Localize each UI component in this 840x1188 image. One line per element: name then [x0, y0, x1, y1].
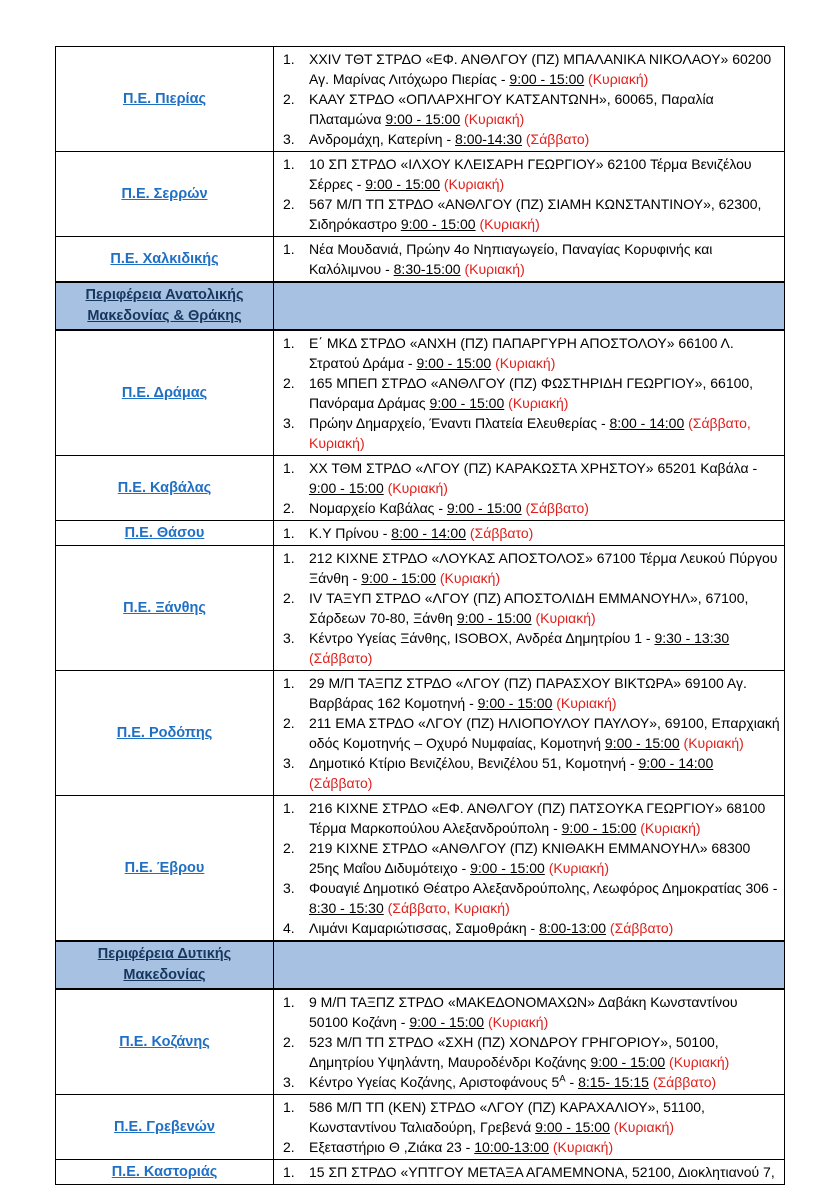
location-text: ΧΧ ΤΘΜ ΣΤΡΔΟ «ΛΓΟΥ (ΠΖ) ΚΑΡΑΚΩΣΤΑ ΧΡΗΣΤΟΥ» 65201 Καβάλα - [309, 460, 758, 476]
locations-cell [274, 989, 785, 1095]
location-text: 15 ΣΠ ΣΤΡΔΟ «ΥΠΤΓΟΥ ΜΕΤΑΞΑ ΑΓΑΜΕΜΝΟΝΑ, 52100, Διοκλητιανού 7, [309, 1164, 775, 1180]
item-text [309, 838, 780, 878]
region-label-cell [56, 152, 274, 237]
region-label-cell [56, 1160, 274, 1185]
location-text: 211 ΕΜΑ ΣΤΡΔΟ «ΛΓΟΥ (ΠΖ) ΗΛΙΟΠΟΥΛΟΥ ΠΑΥΛΟΥ», 69100, Επαρχιακή οδός Κομοτηνής – Οχυρό Νυμφαίας, Κομοτηνή [309, 715, 780, 751]
section-header-cell [56, 941, 274, 989]
time-range: 10:00-13:00 [474, 1139, 549, 1155]
time-range: 8:30 - 15:30 [309, 900, 384, 916]
region-label-link[interactable]: Π.Ε. Ροδόπης [116, 725, 213, 741]
location-item [280, 1032, 780, 1072]
day-label: (Κυριακή) [443, 176, 505, 192]
location-text: 216 ΚΙΧΝΕ ΣΤΡΔΟ «ΕΦ. ΑΝΘΛΓΟΥ (ΠΖ) ΠΑΤΣΟΥΚΑ ΓΕΩΡΓΙΟΥ» 68100 Τέρμα Μαρκοπούλου Αλεξανδρούπολη - [309, 800, 766, 836]
day-label: (Κυριακή) [552, 1139, 614, 1155]
location-item [280, 548, 780, 588]
item-number: 1. [283, 675, 295, 691]
time-range: 9:00 - 15:00 [429, 395, 505, 411]
time-range: 9:00 - 15:00 [365, 176, 440, 192]
day-label: (Κυριακή) [683, 735, 744, 751]
item-number: 2. [283, 590, 295, 606]
region-label-link[interactable]: Π.Ε. Καβάλας [117, 480, 212, 496]
region-label-link[interactable]: Π.Ε. Θάσου [124, 525, 205, 541]
time-range: 9:00 - 15:00 [309, 480, 384, 496]
day-label: (Σάββατο) [609, 920, 674, 936]
location-item [280, 239, 780, 279]
day-label: (Σάββατο) [309, 650, 373, 666]
item-text [309, 1072, 780, 1092]
locations-cell [274, 796, 785, 942]
item-number: 3. [283, 415, 295, 431]
location-item [280, 992, 780, 1032]
section-header-empty-cell [274, 282, 785, 330]
region-label-link[interactable]: Π.Ε. Ξάνθης [123, 600, 206, 616]
item-number: 1. [283, 800, 295, 816]
day-label: (Κυριακή) [556, 695, 617, 711]
time-range: 9:00 - 15:00 [400, 216, 476, 232]
time-range: 9:00 - 15:00 [456, 610, 532, 626]
item-number: 2. [283, 375, 295, 391]
region-row [56, 330, 785, 456]
time-range: 9:00 - 15:00 [409, 1014, 485, 1030]
day-label: (Κυριακή) [640, 820, 701, 836]
item-text [309, 498, 780, 518]
section-header-cell [56, 282, 274, 330]
location-item [280, 1137, 780, 1157]
day-label: (Κυριακή) [535, 610, 596, 626]
day-label: (Κυριακή) [487, 1014, 549, 1030]
time-range: 9:30 - 13:30 [654, 630, 730, 646]
item-number: 2. [283, 1139, 295, 1155]
location-text: 586 Μ/Π ΤΠ (ΚΕΝ) ΣΤΡΔΟ «ΛΓΟΥ (ΠΖ) ΚΑΡΑΧΑΛΙΟΥ», 51100, Κωνσταντίνου Ταλιαδούρη, Γρεβενά [309, 1099, 705, 1135]
item-number: 1. [283, 241, 295, 257]
region-label-cell [56, 671, 274, 796]
time-range: 9:00 - 15:00 [446, 500, 522, 516]
day-label: (Κυριακή) [669, 1054, 730, 1070]
section-header-empty-cell [274, 941, 785, 989]
locations-cell [274, 237, 785, 283]
item-text [309, 89, 780, 129]
location-item [280, 753, 780, 793]
locations-cell [274, 1160, 785, 1185]
location-item [280, 194, 780, 234]
location-text: Κέντρο Υγείας Ξάνθης, ISOBOX, Ανδρέα Δημητρίου 1 - [309, 630, 655, 646]
location-text: Κ.Υ Πρίνου - [309, 525, 392, 541]
locations-cell [274, 152, 785, 237]
day-label: (Σάββατο) [525, 500, 589, 516]
locations-cell [274, 330, 785, 456]
item-text [309, 49, 780, 89]
item-number: 3. [283, 880, 295, 896]
day-label: (Κυριακή) [387, 480, 448, 496]
region-label-cell [56, 796, 274, 942]
location-text: Νομαρχείο Καβάλας - [309, 500, 447, 516]
location-text: Ανδρομάχη, Κατερίνη - [309, 131, 456, 147]
day-label: (Σάββατο, Κυριακή) [309, 415, 751, 451]
location-item [280, 838, 780, 878]
item-text [309, 798, 780, 838]
region-label-link[interactable]: Π.Ε. Γρεβενών [114, 1119, 215, 1135]
item-number: 1. [283, 1099, 295, 1115]
item-number: 3. [283, 131, 295, 147]
location-item [280, 498, 780, 518]
item-number: 1. [283, 550, 295, 566]
item-number: 1. [283, 1164, 295, 1180]
day-label: (Σάββατο) [469, 525, 534, 541]
time-range: 8:15- 15:15 [578, 1074, 649, 1090]
day-label: (Κυριακή) [548, 860, 609, 876]
location-item [280, 413, 780, 453]
item-number: 3. [283, 630, 295, 646]
item-text [309, 588, 780, 628]
location-text: Δημοτικό Κτίριο Βενιζέλου, Βενιζέλου 51, Κομοτηνή - [309, 755, 639, 771]
location-item [280, 798, 780, 838]
day-label: (Κυριακή) [495, 355, 556, 371]
regions-table [55, 46, 785, 1185]
location-text: 29 Μ/Π ΤΑΞΠΖ ΣΤΡΔΟ «ΛΓΟΥ (ΠΖ) ΠΑΡΑΣΧΟΥ ΒΙΚΤΩΡΑ» 69100 Αγ. Βαρβάρας 162 Κομοτηνή - [309, 675, 747, 711]
day-label: (Κυριακή) [479, 216, 540, 232]
region-label-link[interactable]: Π.Ε. Έβρου [124, 860, 205, 876]
region-row [56, 989, 785, 1095]
day-label: (Κυριακή) [464, 261, 525, 277]
location-text: 567 Μ/Π ΤΠ ΣΤΡΔΟ «ΑΝΘΛΓΟΥ (ΠΖ) ΣΙΑΜΗ ΚΩΝΣΤΑΝΤΙΝΟΥ», 62300, Σιδηρόκαστρο [309, 196, 762, 232]
item-number: 3. [283, 755, 295, 771]
region-row [56, 152, 785, 237]
item-text [309, 753, 780, 793]
day-label: (Κυριακή) [613, 1119, 675, 1135]
item-text [309, 413, 780, 453]
time-range: 9:00 - 15:00 [509, 71, 585, 87]
location-item [280, 628, 780, 668]
item-text [309, 333, 780, 373]
item-text [309, 154, 780, 194]
item-number: 1. [283, 994, 295, 1010]
location-text: 9 Μ/Π ΤΑΞΠΖ ΣΤΡΔΟ «ΜΑΚΕΔΟΝΟΜΑΧΩΝ» Δαβάκη Κωνσταντίνου 50100 Κοζάνη - [309, 994, 738, 1030]
location-item [280, 713, 780, 753]
item-text [309, 918, 780, 938]
time-range: 9:00 - 15:00 [361, 570, 436, 586]
item-text [309, 673, 780, 713]
location-item [280, 154, 780, 194]
time-range: 9:00 - 15:00 [604, 735, 680, 751]
location-text: XXIV ΤΘΤ ΣΤΡΔΟ «ΕΦ. ΑΝΘΛΓΟΥ (ΠΖ) ΜΠΑΛΑΝΙΚΑ ΝΙΚΟΛΑΟΥ» 60200 Αγ. Μαρίνας Λιτόχωρο Πιερίας - [309, 51, 772, 87]
location-text: Κέντρο Υγείας Κοζάνης, Αριστοφάνους 5 [309, 1074, 560, 1090]
item-number: 2. [283, 1034, 295, 1050]
locations-cell [274, 456, 785, 521]
item-number: 2. [283, 840, 295, 856]
region-row [56, 546, 785, 671]
location-text: Λιμάνι Καμαριώτισσας, Σαμοθράκη - [309, 920, 540, 936]
region-row [56, 1095, 785, 1160]
locations-cell [274, 546, 785, 671]
location-item [280, 1097, 780, 1137]
item-text [309, 628, 780, 668]
location-item [280, 523, 780, 543]
region-label-cell [56, 546, 274, 671]
region-row [56, 1160, 785, 1185]
regions-table-body [56, 47, 785, 1185]
location-item [280, 1162, 780, 1182]
location-item [280, 1072, 780, 1092]
location-text: Νέα Μουδανιά, Πρώην 4ο Νηπιαγωγείο, Παναγίας Κορυφινής και Καλόλιμνου - [309, 241, 713, 277]
item-number: 2. [283, 91, 295, 107]
item-text [309, 373, 780, 413]
location-item [280, 673, 780, 713]
region-label-cell [56, 330, 274, 456]
time-range: 9:00 - 15:00 [590, 1054, 666, 1070]
region-row [56, 456, 785, 521]
region-row [56, 237, 785, 283]
location-item [280, 333, 780, 373]
item-text [309, 713, 780, 753]
region-label-link[interactable]: Π.Ε. Δράμας [121, 385, 208, 401]
time-range: 9:00 - 15:00 [477, 695, 553, 711]
location-text: Εξεταστήριο Θ ,Ζιάκα 23 - [309, 1139, 475, 1155]
item-text [309, 1137, 780, 1157]
time-range: 8:00 - 14:00 [609, 415, 685, 431]
region-label-cell [56, 989, 274, 1095]
item-text [309, 523, 780, 543]
day-label: (Κυριακή) [439, 570, 501, 586]
time-range: 8:00 - 14:00 [391, 525, 467, 541]
location-text: Πρώην Δημαρχείο, Έναντι Πλατεία Ελευθερίας - [309, 415, 610, 431]
location-text: 165 ΜΠΕΠ ΣΤΡΔΟ «ΑΝΘΛΓΟΥ (ΠΖ) ΦΩΣΤΗΡΙΔΗ ΓΕΩΡΓΙΟΥ», 66100, Πανόραμα Δράμας [309, 375, 754, 411]
region-label-link[interactable]: Π.Ε. Κοζάνης [119, 1034, 210, 1050]
item-number: 1. [283, 51, 295, 67]
region-label-link[interactable]: Π.Ε. Σερρών [121, 186, 208, 202]
region-row [56, 47, 785, 152]
item-number: 3. [283, 1074, 295, 1090]
item-text [309, 548, 780, 588]
locations-cell [274, 1095, 785, 1160]
location-text: 212 ΚΙΧΝΕ ΣΤΡΔΟ «ΛΟΥΚΑΣ ΑΠΟΣΤΟΛΟΣ» 67100 Τέρμα Λευκού Πύργου Ξάνθη - [309, 550, 778, 586]
region-label-cell [56, 47, 274, 152]
day-label: (Σάββατο) [525, 131, 590, 147]
day-label: (Σάββατο) [309, 775, 373, 791]
time-range: 9:00 - 15:00 [535, 1119, 610, 1135]
day-label: (Σάββατο, Κυριακή) [387, 900, 510, 916]
item-text [309, 1162, 780, 1182]
day-label: (Κυριακή) [464, 111, 525, 127]
item-number: 1. [283, 460, 295, 476]
day-label: (Σάββατο) [652, 1074, 717, 1090]
location-text: Ε΄ ΜΚΔ ΣΤΡΔΟ «ΑΝΧΗ (ΠΖ) ΠΑΠΑΡΓΥΡΗ ΑΠΟΣΤΟΛΟΥ» 66100 Λ. Στρατού Δράμα - [309, 335, 734, 371]
location-item [280, 49, 780, 89]
location-item [280, 918, 780, 938]
donation-locations-document [55, 46, 785, 1185]
day-label: (Κυριακή) [588, 71, 649, 87]
item-text [309, 1032, 780, 1072]
item-number: 1. [283, 525, 295, 541]
item-text [309, 878, 780, 918]
location-item [280, 129, 780, 149]
region-label-cell [56, 521, 274, 546]
locations-cell [274, 521, 785, 546]
time-range: 9:00 - 15:00 [385, 111, 461, 127]
region-label-link[interactable]: Π.Ε. Καστοριάς [111, 1164, 218, 1180]
location-text: 523 Μ/Π ΤΠ ΣΤΡΔΟ «ΣΧΗ (ΠΖ) ΧΟΝΔΡΟΥ ΓΡΗΓΟΡΙΟΥ», 50100, Δημητρίου Υψηλάντη, Μαυροδένδρι Κοζάνης [309, 1034, 719, 1070]
time-range: 9:00 - 15:00 [416, 355, 492, 371]
locations-cell [274, 671, 785, 796]
region-label-link[interactable]: Π.Ε. Πιερίας [122, 91, 207, 107]
location-item [280, 588, 780, 628]
time-range: 8:00-14:30 [455, 131, 522, 147]
day-label: (Κυριακή) [508, 395, 569, 411]
section-header-row [56, 941, 785, 989]
item-number: 1. [283, 156, 295, 172]
region-row [56, 796, 785, 942]
region-label-cell [56, 456, 274, 521]
time-range: 9:00 - 14:00 [638, 755, 714, 771]
locations-cell [274, 47, 785, 152]
item-text [309, 992, 780, 1032]
item-number: 4. [283, 920, 295, 936]
item-text [309, 239, 780, 279]
section-title: Περιφέρεια Δυτικής Μακεδονίας [97, 946, 232, 983]
location-text: 219 ΚΙΧΝΕ ΣΤΡΔΟ «ΑΝΘΛΓΟΥ (ΠΖ) ΚΝΙΘΑΚΗ ΕΜΜΑΝΟΥΗΛ» 68300 25ης Μαΐου Διδυμότειχο - [309, 840, 751, 876]
location-item [280, 89, 780, 129]
item-text [309, 194, 780, 234]
location-item [280, 373, 780, 413]
location-text: ΚΑΑΥ ΣΤΡΔΟ «ΟΠΛΑΡΧΗΓΟΥ ΚΑΤΣΑΝΤΩΝΗ», 60065, Παραλία Πλαταμώνα [309, 91, 714, 127]
item-number: 2. [283, 196, 295, 212]
region-row [56, 671, 785, 796]
item-number: 2. [283, 715, 295, 731]
superscript-text: Α [559, 1073, 566, 1085]
item-number: 1. [283, 335, 295, 351]
section-header-row [56, 282, 785, 330]
section-title: Περιφέρεια Ανατολικής Μακεδονίας & Θράκης [85, 287, 244, 324]
item-text [309, 458, 780, 498]
location-text: Φουαγιέ Δημοτικό Θέατρο Αλεξανδρούπολης, Λεωφόρος Δημοκρατίας 306 - [309, 880, 778, 896]
location-text: 10 ΣΠ ΣΤΡΔΟ «ΙΛΧΟΥ ΚΛΕΙΣΑΡΗ ΓΕΩΡΓΙΟΥ» 62100 Τέρμα Βενιζέλου Σέρρες - [309, 156, 752, 192]
region-label-link[interactable]: Π.Ε. Χαλκιδικής [110, 251, 219, 267]
item-number: 2. [283, 500, 295, 516]
location-text: - [565, 1074, 579, 1090]
location-item [280, 878, 780, 918]
region-label-cell [56, 237, 274, 283]
location-item [280, 458, 780, 498]
time-range: 8:00-13:00 [539, 920, 607, 936]
region-label-cell [56, 1095, 274, 1160]
item-text [309, 1097, 780, 1137]
time-range: 9:00 - 15:00 [470, 860, 545, 876]
location-text: IV ΤΑΞΥΠ ΣΤΡΔΟ «ΛΓΟΥ (ΠΖ) ΑΠΟΣΤΟΛΙΔΗ ΕΜΜΑΝΟΥΗΛ», 67100, Σάρδεων 70-80, Ξάνθη [309, 590, 749, 626]
region-row [56, 521, 785, 546]
item-text [309, 129, 780, 149]
time-range: 9:00 - 15:00 [561, 820, 637, 836]
time-range: 8:30-15:00 [393, 261, 461, 277]
